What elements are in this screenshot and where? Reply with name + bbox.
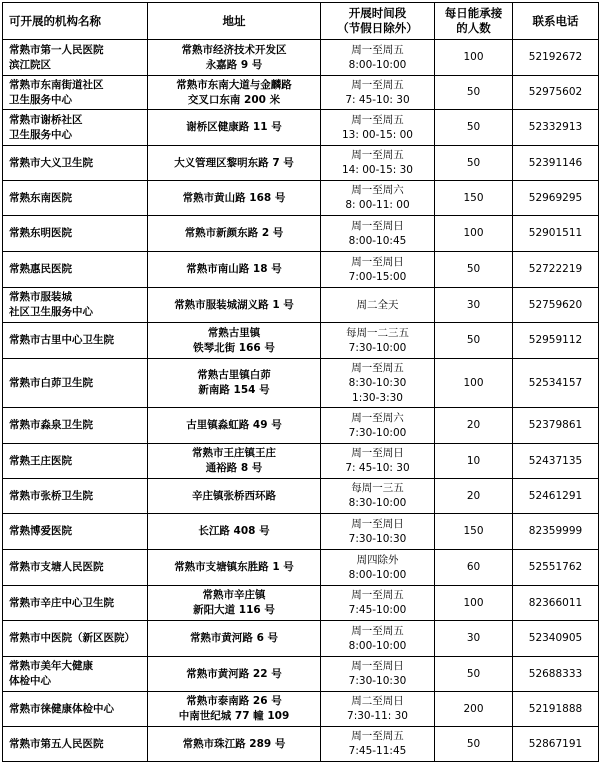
phone-cell: 52437135 <box>513 444 599 479</box>
opening-time-cell: 周一至周日 8:00-10:45 <box>321 216 435 252</box>
phone-cell: 52688333 <box>513 657 599 692</box>
institution-name-cell: 常熟东南医院 <box>3 181 148 216</box>
institution-table <box>2 2 599 762</box>
institution-name-cell: 常熟市白茆卫生院 <box>3 359 148 408</box>
header-address: 地址 <box>148 3 321 40</box>
institution-name-cell: 常熟市徕健康体检中心 <box>3 692 148 727</box>
address-cell: 常熟市支塘镇东胜路 1 号 <box>148 550 321 586</box>
table-row <box>3 323 599 359</box>
opening-time-cell: 周二至周日 7:30-11: 30 <box>321 692 435 727</box>
daily-capacity-cell: 50 <box>435 727 513 762</box>
institution-name-cell: 常熟惠民医院 <box>3 252 148 288</box>
phone-cell: 52759620 <box>513 288 599 323</box>
daily-capacity-cell: 50 <box>435 110 513 146</box>
address-cell: 常熟市东南大道与金麟路 交叉口东南 200 米 <box>148 76 321 110</box>
phone-cell: 52969295 <box>513 181 599 216</box>
daily-capacity-cell: 50 <box>435 323 513 359</box>
table-row <box>3 550 599 586</box>
institution-name-cell: 常熟市中医院（新区医院） <box>3 621 148 657</box>
phone-cell: 52534157 <box>513 359 599 408</box>
institution-name-cell: 常熟市谢桥社区 卫生服务中心 <box>3 110 148 146</box>
table-row <box>3 288 599 323</box>
address-cell: 常熟市服装城湖义路 1 号 <box>148 288 321 323</box>
table-row <box>3 40 599 76</box>
address-cell: 古里镇淼虹路 49 号 <box>148 408 321 444</box>
opening-time-cell: 周一至周五 13: 00-15: 00 <box>321 110 435 146</box>
address-cell: 常熟古里镇 铁琴北街 166 号 <box>148 323 321 359</box>
address-cell: 常熟市泰南路 26 号 中南世纪城 77 幢 109 <box>148 692 321 727</box>
daily-capacity-cell: 150 <box>435 181 513 216</box>
opening-time-cell: 周一至周五 8:30-10:30 1:30-3:30 <box>321 359 435 408</box>
institution-name-cell: 常熟博爱医院 <box>3 514 148 550</box>
institution-name-cell: 常熟王庄医院 <box>3 444 148 479</box>
institution-name-cell: 常熟市第五人民医院 <box>3 727 148 762</box>
institution-name-cell: 常熟市大义卫生院 <box>3 146 148 181</box>
header-name: 可开展的机构名称 <box>3 3 148 40</box>
address-cell: 大义管理区黎明东路 7 号 <box>148 146 321 181</box>
table-row <box>3 110 599 146</box>
phone-cell: 52722219 <box>513 252 599 288</box>
header-phone: 联系电话 <box>513 3 599 40</box>
daily-capacity-cell: 30 <box>435 621 513 657</box>
opening-time-cell: 周一至周日 7:30-10:30 <box>321 657 435 692</box>
phone-cell: 52901511 <box>513 216 599 252</box>
opening-time-cell: 周一至周日 7: 45-10: 30 <box>321 444 435 479</box>
phone-cell: 52975602 <box>513 76 599 110</box>
address-cell: 谢桥区健康路 11 号 <box>148 110 321 146</box>
institution-name-cell: 常熟市淼泉卫生院 <box>3 408 148 444</box>
phone-cell: 82359999 <box>513 514 599 550</box>
opening-time-cell: 周一至周六 7:30-10:00 <box>321 408 435 444</box>
institution-name-cell: 常熟市美年大健康 体检中心 <box>3 657 148 692</box>
opening-time-cell: 周四除外 8:00-10:00 <box>321 550 435 586</box>
daily-capacity-cell: 30 <box>435 288 513 323</box>
table-row <box>3 657 599 692</box>
table-row <box>3 359 599 408</box>
institution-name-cell: 常熟市辛庄中心卫生院 <box>3 586 148 621</box>
opening-time-cell: 每周一二三五 7:30-10:00 <box>321 323 435 359</box>
table-header <box>3 3 599 40</box>
daily-capacity-cell: 50 <box>435 657 513 692</box>
institution-name-cell: 常熟市支塘人民医院 <box>3 550 148 586</box>
address-cell: 常熟市新颜东路 2 号 <box>148 216 321 252</box>
phone-cell: 82366011 <box>513 586 599 621</box>
table-row <box>3 586 599 621</box>
opening-time-cell: 周一至周六 8: 00-11: 00 <box>321 181 435 216</box>
address-cell: 常熟古里镇白茆 新南路 154 号 <box>148 359 321 408</box>
institution-name-cell: 常熟市第一人民医院 滨江院区 <box>3 40 148 76</box>
table-body <box>3 40 599 762</box>
table-row <box>3 252 599 288</box>
address-cell: 常熟市经济技术开发区 永嘉路 9 号 <box>148 40 321 76</box>
header-capacity: 每日能承接 的人数 <box>435 3 513 40</box>
daily-capacity-cell: 150 <box>435 514 513 550</box>
opening-time-cell: 周一至周五 14: 00-15: 30 <box>321 146 435 181</box>
daily-capacity-cell: 60 <box>435 550 513 586</box>
institution-name-cell: 常熟市东南街道社区 卫生服务中心 <box>3 76 148 110</box>
daily-capacity-cell: 100 <box>435 40 513 76</box>
opening-time-cell: 周一至周五 7:45-11:45 <box>321 727 435 762</box>
opening-time-cell: 周一至周日 7:00-15:00 <box>321 252 435 288</box>
institution-name-cell: 常熟市张桥卫生院 <box>3 479 148 514</box>
address-cell: 常熟市黄山路 168 号 <box>148 181 321 216</box>
table-row <box>3 727 599 762</box>
phone-cell: 52461291 <box>513 479 599 514</box>
phone-cell: 52332913 <box>513 110 599 146</box>
table-row <box>3 181 599 216</box>
daily-capacity-cell: 20 <box>435 408 513 444</box>
header-time: 开展时间段 （节假日除外） <box>321 3 435 40</box>
daily-capacity-cell: 200 <box>435 692 513 727</box>
table-row <box>3 216 599 252</box>
opening-time-cell: 周一至周五 8:00-10:00 <box>321 621 435 657</box>
table-row <box>3 408 599 444</box>
opening-time-cell: 每周一三五 8:30-10:00 <box>321 479 435 514</box>
phone-cell: 52551762 <box>513 550 599 586</box>
phone-cell: 52340905 <box>513 621 599 657</box>
phone-cell: 52959112 <box>513 323 599 359</box>
daily-capacity-cell: 50 <box>435 76 513 110</box>
opening-time-cell: 周一至周五 7: 45-10: 30 <box>321 76 435 110</box>
table-row <box>3 692 599 727</box>
daily-capacity-cell: 100 <box>435 586 513 621</box>
address-cell: 常熟市南山路 18 号 <box>148 252 321 288</box>
daily-capacity-cell: 50 <box>435 252 513 288</box>
table-row <box>3 514 599 550</box>
address-cell: 常熟市辛庄镇 新阳大道 116 号 <box>148 586 321 621</box>
table-row <box>3 479 599 514</box>
phone-cell: 52867191 <box>513 727 599 762</box>
daily-capacity-cell: 100 <box>435 216 513 252</box>
opening-time-cell: 周一至周五 7:45-10:00 <box>321 586 435 621</box>
header-row <box>3 3 599 40</box>
phone-cell: 52391146 <box>513 146 599 181</box>
address-cell: 常熟市黄河路 6 号 <box>148 621 321 657</box>
table-row <box>3 621 599 657</box>
opening-time-cell: 周一至周五 8:00-10:00 <box>321 40 435 76</box>
opening-time-cell: 周二全天 <box>321 288 435 323</box>
phone-cell: 52192672 <box>513 40 599 76</box>
table-row <box>3 146 599 181</box>
daily-capacity-cell: 100 <box>435 359 513 408</box>
address-cell: 常熟市黄河路 22 号 <box>148 657 321 692</box>
institution-name-cell: 常熟市服装城 社区卫生服务中心 <box>3 288 148 323</box>
table-row <box>3 76 599 110</box>
daily-capacity-cell: 10 <box>435 444 513 479</box>
address-cell: 长江路 408 号 <box>148 514 321 550</box>
opening-time-cell: 周一至周日 7:30-10:30 <box>321 514 435 550</box>
phone-cell: 52379861 <box>513 408 599 444</box>
address-cell: 辛庄镇张桥西环路 <box>148 479 321 514</box>
daily-capacity-cell: 50 <box>435 146 513 181</box>
table-row <box>3 444 599 479</box>
institution-name-cell: 常熟市古里中心卫生院 <box>3 323 148 359</box>
phone-cell: 52191888 <box>513 692 599 727</box>
address-cell: 常熟市珠江路 289 号 <box>148 727 321 762</box>
daily-capacity-cell: 20 <box>435 479 513 514</box>
address-cell: 常熟市王庄镇王庄 通裕路 8 号 <box>148 444 321 479</box>
institution-name-cell: 常熟东明医院 <box>3 216 148 252</box>
